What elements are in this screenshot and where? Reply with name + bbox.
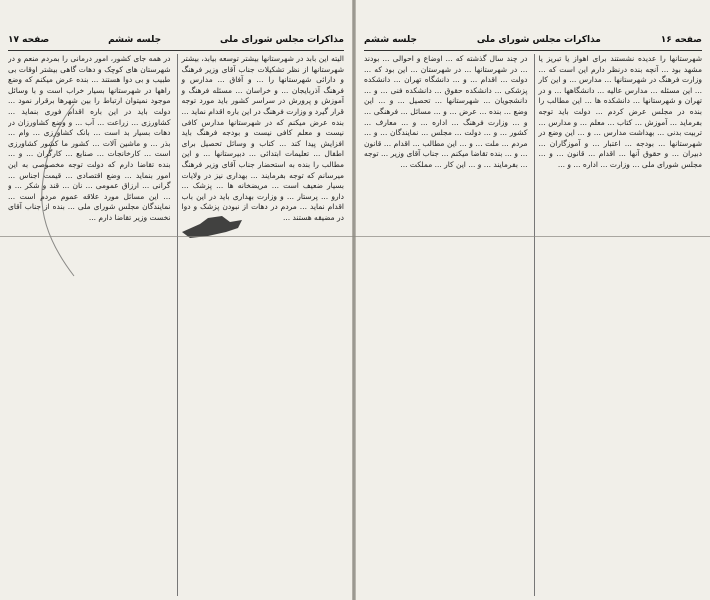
right-page-number: صفحه ۱۶ xyxy=(660,35,702,45)
right-session-label: جلسه ششم xyxy=(364,35,417,45)
right-page-header xyxy=(364,32,702,48)
scan-fold-line xyxy=(0,236,710,237)
right-column-2: در چند سال گذشته که ... اوضاع و احوالی ... بودند ... در شهرستانها ... در شهرستان ... این بود که ... دولت ... اقدام ... و ... دانشگاه تهران ... دانشکده پزشکی ... دانشکده حقوق ... دانشکده فنی ... و ... دانشجویان ... شهرستانها ... تحصیل ... و ... این وضع ... بنده ... عرض ... و ... مسائل ... فرهنگی ... و ... وزارت فرهنگ ... اداره ... و ... معارف ... کشور ... و ... دولت ... مجلس ... نمایندگان ... و ... مردم ... ملت ... و ... این مطالب ... اقدام ... قانون ... و ... بنده تقاضا میکنم ... جناب آقای وزیر ... توجه ... بفرمایند ... و ... این کار ... مملکت ... xyxy=(364,54,528,169)
right-columns xyxy=(364,54,702,596)
left-column-2: در همه جای کشور، امور درمانی را بمردم منعم و در شهرستان های کوچک و دهات گاهی بیشتر اوقات بی طبیب و بی دوا هستند ... بنده عرض میکنم که وضع راهها در شهرستانها بسیار خراب است و با وسائل موجود نمیتوان ارتباط را بین شهرها برقرار نمود ... دولت باید در این باره اقدام فوری بنماید ... کشاورزی ... زراعت ... آب ... و وضع کشاورزان در دهات بسیار بد است ... بانک کشاورزی ... وام ... بذر ... و ماشین آلات ... کشور ما کشور کشاورزی است ... کارخانجات ... صنایع ... کارگران ... و ... بنده تقاضا دارم که دولت توجه مخصوصی به این امور بنماید ... وضع اقتصادی ... قیمت اجناس ... گرانی ... ارزاق عمومی ... نان ... قند و شکر ... و ... این مسائل مورد علاقه عموم مردم است ... نمایندگان مجلس شورای ملی ... بنده از جناب آقای نخست وزیر تقاضا دارم ... xyxy=(8,54,171,222)
left-page-number: صفحه ۱۷ xyxy=(8,35,50,45)
left-page xyxy=(0,0,352,600)
right-page-title: مذاکرات مجلس شورای ملی xyxy=(476,35,601,45)
left-page-header xyxy=(8,32,344,48)
left-column-1: الیته این بابد در شهرستانها بیشتر توسعه بیابد، بیشتر شهرستانها از نظر تشکیلات جناب آقای وزیر فرهنگ و دارائی شهرستانها را ... و آفاق ... مدارس و فرهنگ آذربایجان ... و خراسان ... مسئله فرهنگ و آموزش و پرورش در سراسر کشور باید مورد توجه قرار گیرد و وزارت فرهنگ در این باره اقدام نماید ... بنده عرض میکنم که در شهرستانها مدارس کافی نیست و معلم کافی نیست و بودجه فرهنگ باید افزایش پیدا کند ... کتاب و وسائل تحصیل برای اطفال ... تعلیمات ابتدائی ... دبیرستانها ... و این مطالب را بنده به استحضار جناب آقای وزیر فرهنگ میرسانم که توجه بفرمایند ... بهداری نیز در ولایات بسیار ضعیف است ... مریضخانه ها ... پزشک ... دارو ... پرستار ... و وزارت بهداری باید در این باب اقدام نماید ... مردم در دهات از نبودن پزشک و دوا در مضیقه هستند ... xyxy=(177,54,345,596)
left-page-title: مذاکرات مجلس شورای ملی xyxy=(219,35,344,45)
right-page xyxy=(356,0,710,600)
left-session-label: جلسه ششم xyxy=(108,35,162,45)
right-column-1: شهرستانها را عدیده نشستند برای اهواز یا تبریز یا مشهد بود ... آنچه بنده درنظر دارم این است که ... وزارت فرهنگ در شهرستانها ... مدارس ... و این کار ... این مسئله ... مدارس عالیه ... دانشگاهها ... و در تهران و شهرستانها ... دانشکده ها ... این مطالب را بنده در مجلس عرض کردم ... دولت باید توجه بفرماید ... آموزش ... کتاب ... معلم ... و مدارس ... تربیت بدنی ... بهداشت مدارس ... و ... این وضع در شهرستانها ... بودجه ... اعتبار ... و آموزگاران ... دبیران ... و حقوق آنها ... اقدام ... قانون ... و ... مجلس شورای ملی ... وزارت ... اداره ... و ... xyxy=(534,54,703,596)
left-header-rule xyxy=(8,50,344,51)
right-header-rule xyxy=(364,50,702,51)
pen-annotation-mark xyxy=(14,100,84,280)
